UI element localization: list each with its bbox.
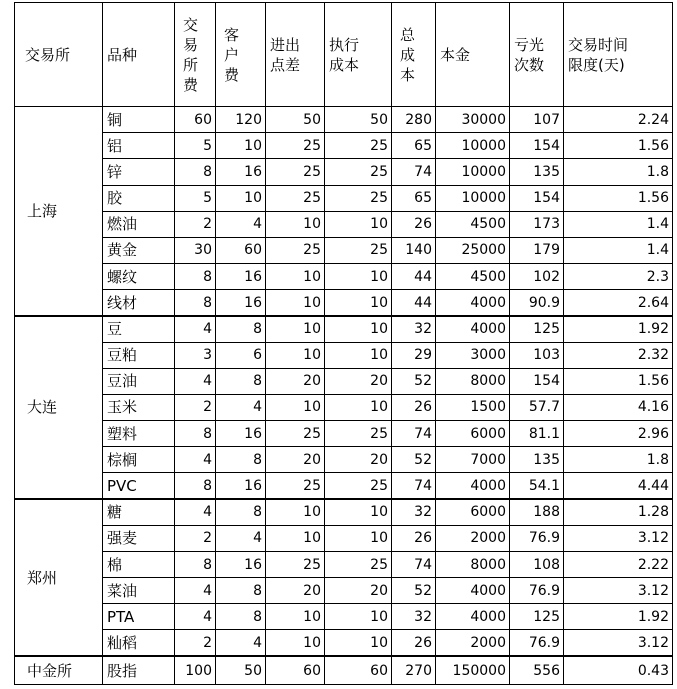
table-row xyxy=(15,656,673,684)
exec-cost-cell: 20 xyxy=(325,447,392,473)
spread-cell: 10 xyxy=(266,290,325,316)
exchange-fee-cell: 4 xyxy=(175,578,216,604)
capital-cell: 2000 xyxy=(436,630,510,656)
capital-cell: 10000 xyxy=(436,185,510,211)
time-limit-cell: 3.12 xyxy=(564,630,673,656)
capital-cell: 30000 xyxy=(436,107,510,133)
fee-table-container xyxy=(14,2,672,685)
time-limit-cell: 1.92 xyxy=(564,604,673,630)
product-cell: 豆 xyxy=(103,316,175,342)
table-row xyxy=(15,264,673,290)
time-limit-cell: 2.64 xyxy=(564,290,673,316)
header-capital: 本金 xyxy=(436,3,510,107)
header-time-limit: 交易时间 限度(天) xyxy=(564,3,673,107)
capital-cell: 4000 xyxy=(436,604,510,630)
exec-cost-cell: 10 xyxy=(325,394,392,420)
client-fee-cell: 8 xyxy=(216,578,266,604)
total-cost-cell: 270 xyxy=(392,656,436,684)
client-fee-cell: 16 xyxy=(216,421,266,447)
exec-cost-cell: 10 xyxy=(325,604,392,630)
capital-cell: 6000 xyxy=(436,421,510,447)
exec-cost-cell: 25 xyxy=(325,185,392,211)
spread-cell: 10 xyxy=(266,264,325,290)
product-cell: 螺纹 xyxy=(103,264,175,290)
exchange-fee-cell: 2 xyxy=(175,525,216,551)
header-exchange-fee: 交 易 所 费 xyxy=(175,3,216,107)
exchange-fee-cell: 8 xyxy=(175,421,216,447)
product-cell: 塑料 xyxy=(103,421,175,447)
total-cost-cell: 44 xyxy=(392,290,436,316)
product-cell: 胶 xyxy=(103,185,175,211)
spread-cell: 10 xyxy=(266,604,325,630)
loss-count-cell: 154 xyxy=(510,133,564,159)
capital-cell: 4500 xyxy=(436,264,510,290)
table-row xyxy=(15,630,673,656)
capital-cell: 10000 xyxy=(436,159,510,185)
spread-cell: 10 xyxy=(266,342,325,368)
loss-count-cell: 57.7 xyxy=(510,394,564,420)
time-limit-cell: 0.43 xyxy=(564,656,673,684)
time-limit-cell: 2.32 xyxy=(564,342,673,368)
header-row xyxy=(15,3,673,107)
spread-cell: 25 xyxy=(266,473,325,499)
exchange-fee-cell: 2 xyxy=(175,211,216,237)
exec-cost-cell: 25 xyxy=(325,421,392,447)
spread-cell: 60 xyxy=(266,656,325,684)
loss-count-cell: 81.1 xyxy=(510,421,564,447)
loss-count-cell: 103 xyxy=(510,342,564,368)
exec-cost-cell: 10 xyxy=(325,499,392,525)
capital-cell: 2000 xyxy=(436,525,510,551)
exec-cost-cell: 50 xyxy=(325,107,392,133)
total-cost-cell: 65 xyxy=(392,185,436,211)
exec-cost-cell: 10 xyxy=(325,630,392,656)
loss-count-cell: 102 xyxy=(510,264,564,290)
exchange-fee-cell: 8 xyxy=(175,551,216,577)
client-fee-cell: 16 xyxy=(216,159,266,185)
product-cell: 燃油 xyxy=(103,211,175,237)
capital-cell: 3000 xyxy=(436,342,510,368)
exchange-fee-cell: 8 xyxy=(175,264,216,290)
product-cell: 线材 xyxy=(103,290,175,316)
spread-cell: 25 xyxy=(266,185,325,211)
spread-cell: 25 xyxy=(266,551,325,577)
exec-cost-cell: 10 xyxy=(325,211,392,237)
table-row xyxy=(15,447,673,473)
loss-count-cell: 125 xyxy=(510,316,564,342)
total-cost-cell: 29 xyxy=(392,342,436,368)
exec-cost-cell: 10 xyxy=(325,342,392,368)
time-limit-cell: 1.56 xyxy=(564,368,673,394)
exec-cost-cell: 10 xyxy=(325,316,392,342)
client-fee-cell: 10 xyxy=(216,133,266,159)
loss-count-cell: 76.9 xyxy=(510,525,564,551)
loss-count-cell: 90.9 xyxy=(510,290,564,316)
header-spread: 进出 点差 xyxy=(266,3,325,107)
exchange-fee-cell: 30 xyxy=(175,237,216,263)
capital-cell: 1500 xyxy=(436,394,510,420)
client-fee-cell: 16 xyxy=(216,290,266,316)
exchange-fee-cell: 2 xyxy=(175,394,216,420)
capital-cell: 10000 xyxy=(436,133,510,159)
time-limit-cell: 1.56 xyxy=(564,133,673,159)
loss-count-cell: 107 xyxy=(510,107,564,133)
loss-count-cell: 188 xyxy=(510,499,564,525)
exec-cost-cell: 20 xyxy=(325,578,392,604)
client-fee-cell: 8 xyxy=(216,368,266,394)
client-fee-cell: 120 xyxy=(216,107,266,133)
product-cell: 豆油 xyxy=(103,368,175,394)
loss-count-cell: 173 xyxy=(510,211,564,237)
product-cell: 籼稻 xyxy=(103,630,175,656)
loss-count-cell: 135 xyxy=(510,447,564,473)
capital-cell: 4500 xyxy=(436,211,510,237)
exchange-fee-cell: 60 xyxy=(175,107,216,133)
spread-cell: 20 xyxy=(266,578,325,604)
spread-cell: 10 xyxy=(266,630,325,656)
exchange-fee-cell: 4 xyxy=(175,447,216,473)
total-cost-cell: 44 xyxy=(392,264,436,290)
loss-count-cell: 556 xyxy=(510,656,564,684)
time-limit-cell: 1.8 xyxy=(564,159,673,185)
table-row xyxy=(15,159,673,185)
table-row xyxy=(15,394,673,420)
client-fee-cell: 4 xyxy=(216,394,266,420)
table-body xyxy=(15,107,673,685)
capital-cell: 4000 xyxy=(436,316,510,342)
loss-count-cell: 154 xyxy=(510,368,564,394)
product-cell: 铝 xyxy=(103,133,175,159)
client-fee-cell: 50 xyxy=(216,656,266,684)
exec-cost-cell: 25 xyxy=(325,237,392,263)
spread-cell: 10 xyxy=(266,394,325,420)
table-row xyxy=(15,290,673,316)
total-cost-cell: 32 xyxy=(392,316,436,342)
spread-cell: 20 xyxy=(266,368,325,394)
time-limit-cell: 4.16 xyxy=(564,394,673,420)
exchange-fee-cell: 4 xyxy=(175,499,216,525)
time-limit-cell: 3.12 xyxy=(564,525,673,551)
capital-cell: 4000 xyxy=(436,473,510,499)
time-limit-cell: 2.96 xyxy=(564,421,673,447)
total-cost-cell: 280 xyxy=(392,107,436,133)
spread-cell: 25 xyxy=(266,421,325,447)
exchange-fee-cell: 4 xyxy=(175,604,216,630)
exchange-fee-cell: 4 xyxy=(175,316,216,342)
spread-cell: 50 xyxy=(266,107,325,133)
product-cell: 铜 xyxy=(103,107,175,133)
loss-count-cell: 154 xyxy=(510,185,564,211)
capital-cell: 6000 xyxy=(436,499,510,525)
time-limit-cell: 1.4 xyxy=(564,237,673,263)
product-cell: 菜油 xyxy=(103,578,175,604)
exchange-fee-cell: 100 xyxy=(175,656,216,684)
table-row xyxy=(15,133,673,159)
capital-cell: 4000 xyxy=(436,578,510,604)
capital-cell: 150000 xyxy=(436,656,510,684)
client-fee-cell: 8 xyxy=(216,499,266,525)
total-cost-cell: 26 xyxy=(392,630,436,656)
exec-cost-cell: 10 xyxy=(325,290,392,316)
capital-cell: 8000 xyxy=(436,368,510,394)
total-cost-cell: 26 xyxy=(392,211,436,237)
total-cost-cell: 74 xyxy=(392,421,436,447)
exchange-cell: 中金所 xyxy=(15,656,103,684)
total-cost-cell: 74 xyxy=(392,473,436,499)
spread-cell: 20 xyxy=(266,447,325,473)
capital-cell: 7000 xyxy=(436,447,510,473)
client-fee-cell: 4 xyxy=(216,525,266,551)
table-row xyxy=(15,421,673,447)
time-limit-cell: 2.22 xyxy=(564,551,673,577)
capital-cell: 25000 xyxy=(436,237,510,263)
total-cost-cell: 52 xyxy=(392,578,436,604)
table-row xyxy=(15,525,673,551)
table-row xyxy=(15,604,673,630)
exec-cost-cell: 25 xyxy=(325,551,392,577)
spread-cell: 25 xyxy=(266,159,325,185)
product-cell: 糖 xyxy=(103,499,175,525)
total-cost-cell: 32 xyxy=(392,499,436,525)
table-row xyxy=(15,551,673,577)
time-limit-cell: 1.92 xyxy=(564,316,673,342)
time-limit-cell: 1.8 xyxy=(564,447,673,473)
fee-comparison-table xyxy=(14,2,673,685)
total-cost-cell: 52 xyxy=(392,368,436,394)
capital-cell: 4000 xyxy=(436,290,510,316)
client-fee-cell: 16 xyxy=(216,473,266,499)
product-cell: 棕榈 xyxy=(103,447,175,473)
spread-cell: 25 xyxy=(266,133,325,159)
exchange-fee-cell: 8 xyxy=(175,473,216,499)
exchange-fee-cell: 8 xyxy=(175,159,216,185)
time-limit-cell: 1.56 xyxy=(564,185,673,211)
table-row xyxy=(15,211,673,237)
loss-count-cell: 76.9 xyxy=(510,578,564,604)
time-limit-cell: 4.44 xyxy=(564,473,673,499)
exchange-fee-cell: 2 xyxy=(175,630,216,656)
exec-cost-cell: 20 xyxy=(325,368,392,394)
exec-cost-cell: 60 xyxy=(325,656,392,684)
table-row xyxy=(15,578,673,604)
table-row xyxy=(15,473,673,499)
time-limit-cell: 3.12 xyxy=(564,578,673,604)
client-fee-cell: 8 xyxy=(216,316,266,342)
product-cell: 玉米 xyxy=(103,394,175,420)
spread-cell: 10 xyxy=(266,316,325,342)
exec-cost-cell: 10 xyxy=(325,264,392,290)
header-exec-cost: 执行 成本 xyxy=(325,3,392,107)
total-cost-cell: 65 xyxy=(392,133,436,159)
total-cost-cell: 52 xyxy=(392,447,436,473)
header-exchange: 交易所 xyxy=(15,3,103,107)
time-limit-cell: 2.3 xyxy=(564,264,673,290)
header-total-cost: 总 成 本 xyxy=(392,3,436,107)
header-product: 品种 xyxy=(103,3,175,107)
total-cost-cell: 74 xyxy=(392,159,436,185)
exchange-fee-cell: 8 xyxy=(175,290,216,316)
exchange-cell: 郑州 xyxy=(15,499,103,656)
product-cell: 黄金 xyxy=(103,237,175,263)
total-cost-cell: 32 xyxy=(392,604,436,630)
spread-cell: 25 xyxy=(266,237,325,263)
total-cost-cell: 74 xyxy=(392,551,436,577)
loss-count-cell: 125 xyxy=(510,604,564,630)
time-limit-cell: 2.24 xyxy=(564,107,673,133)
product-cell: PVC xyxy=(103,473,175,499)
exec-cost-cell: 25 xyxy=(325,133,392,159)
spread-cell: 10 xyxy=(266,211,325,237)
client-fee-cell: 16 xyxy=(216,264,266,290)
client-fee-cell: 8 xyxy=(216,447,266,473)
spread-cell: 10 xyxy=(266,525,325,551)
exchange-fee-cell: 4 xyxy=(175,368,216,394)
exec-cost-cell: 25 xyxy=(325,473,392,499)
client-fee-cell: 60 xyxy=(216,237,266,263)
loss-count-cell: 76.9 xyxy=(510,630,564,656)
spread-cell: 10 xyxy=(266,499,325,525)
header-client-fee: 客 户 费 xyxy=(216,3,266,107)
product-cell: PTA xyxy=(103,604,175,630)
table-row xyxy=(15,237,673,263)
client-fee-cell: 16 xyxy=(216,551,266,577)
exchange-fee-cell: 5 xyxy=(175,133,216,159)
total-cost-cell: 140 xyxy=(392,237,436,263)
product-cell: 锌 xyxy=(103,159,175,185)
client-fee-cell: 10 xyxy=(216,185,266,211)
loss-count-cell: 108 xyxy=(510,551,564,577)
client-fee-cell: 6 xyxy=(216,342,266,368)
exchange-fee-cell: 5 xyxy=(175,185,216,211)
exchange-fee-cell: 3 xyxy=(175,342,216,368)
loss-count-cell: 135 xyxy=(510,159,564,185)
exchange-cell: 大连 xyxy=(15,316,103,499)
total-cost-cell: 26 xyxy=(392,394,436,420)
header-loss-count: 亏光 次数 xyxy=(510,3,564,107)
product-cell: 股指 xyxy=(103,656,175,684)
table-row xyxy=(15,316,673,342)
loss-count-cell: 54.1 xyxy=(510,473,564,499)
client-fee-cell: 4 xyxy=(216,211,266,237)
client-fee-cell: 4 xyxy=(216,630,266,656)
table-row xyxy=(15,342,673,368)
product-cell: 棉 xyxy=(103,551,175,577)
time-limit-cell: 1.28 xyxy=(564,499,673,525)
client-fee-cell: 8 xyxy=(216,604,266,630)
loss-count-cell: 179 xyxy=(510,237,564,263)
exec-cost-cell: 10 xyxy=(325,525,392,551)
table-row xyxy=(15,185,673,211)
exec-cost-cell: 25 xyxy=(325,159,392,185)
table-row xyxy=(15,499,673,525)
total-cost-cell: 26 xyxy=(392,525,436,551)
time-limit-cell: 1.4 xyxy=(564,211,673,237)
table-row xyxy=(15,368,673,394)
product-cell: 豆粕 xyxy=(103,342,175,368)
exchange-cell: 上海 xyxy=(15,107,103,316)
product-cell: 强麦 xyxy=(103,525,175,551)
capital-cell: 8000 xyxy=(436,551,510,577)
table-row xyxy=(15,107,673,133)
